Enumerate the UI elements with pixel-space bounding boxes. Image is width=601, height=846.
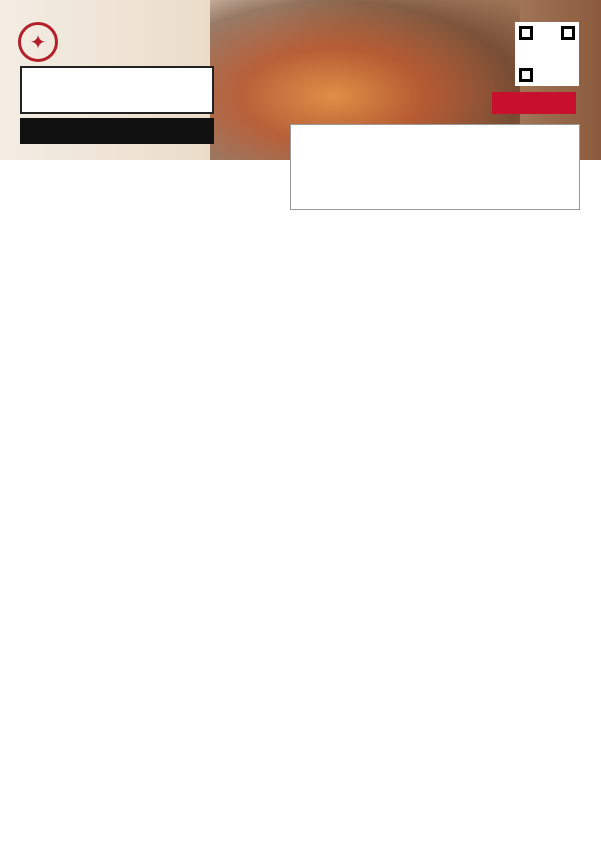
store-info (20, 66, 214, 114)
logo (18, 18, 208, 68)
qr-corner (519, 26, 533, 40)
qr-corner (561, 26, 575, 40)
goose-logo-icon: ✦ (18, 22, 58, 62)
qr-corner (519, 68, 533, 82)
notice-box (290, 124, 580, 210)
line-qr-code[interactable] (515, 22, 579, 86)
delivery-phone[interactable] (20, 118, 214, 144)
takeout-only-badge (492, 92, 576, 114)
